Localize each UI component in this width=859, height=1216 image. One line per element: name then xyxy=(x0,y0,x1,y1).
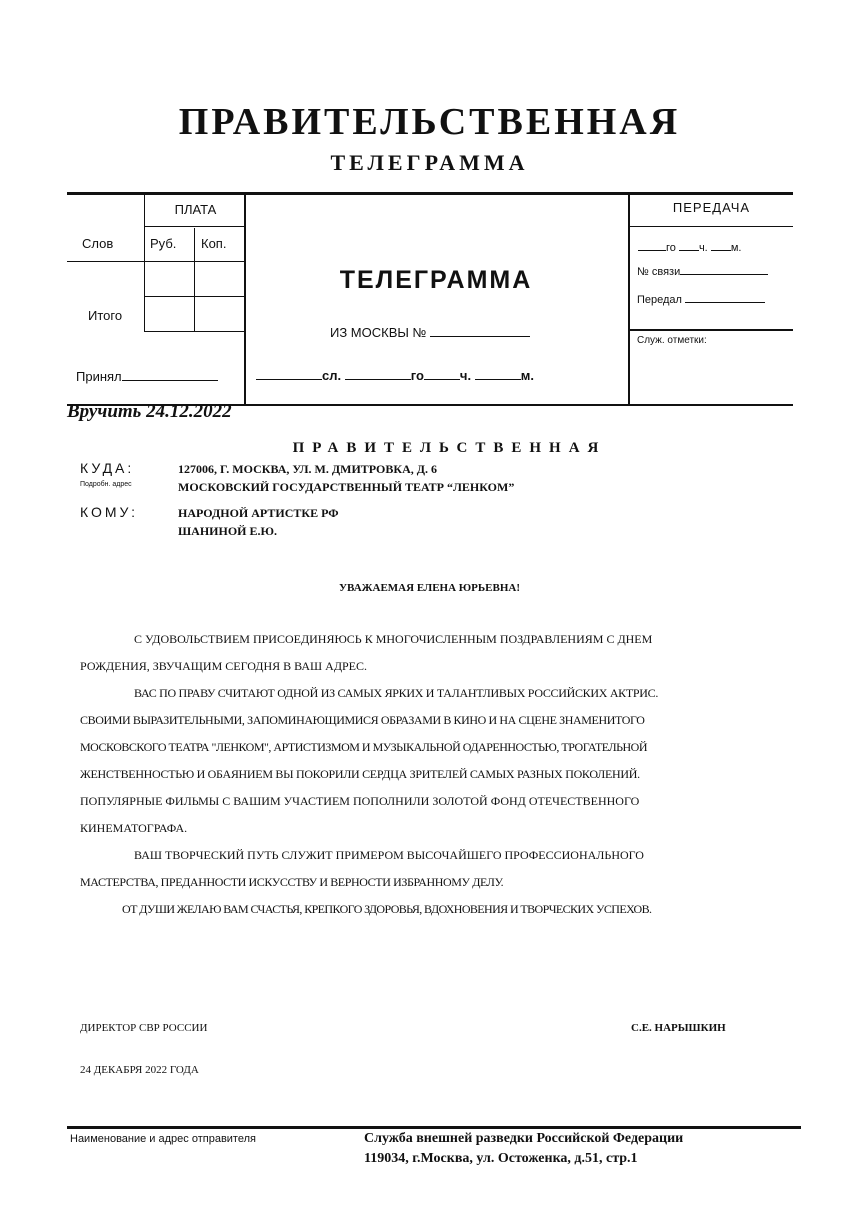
sender-label: Наименование и адрес отправителя xyxy=(70,1133,256,1145)
iz-moskvy-label: ИЗ МОСКВЫ № xyxy=(330,325,427,340)
blank-line xyxy=(122,368,218,381)
prinyal-field xyxy=(76,368,218,384)
itogo-label: Итого xyxy=(88,308,123,323)
letter-line: СВОИМИ ВЫРАЗИТЕЛЬНЫМИ, ЗАПОМИНАЮЩИМИСЯ ОБРАЗАМИ В КИНО И НА СЦЕНЕ ЗНАМЕНИТОГО xyxy=(80,713,645,727)
letter-line: ОТ ДУШИ ЖЕЛАЮ ВАМ СЧАСТЬЯ, КРЕПКОГО ЗДОРОВЬЯ, ВДОХНОВЕНИЯ И ТВОРЧЕСКИХ УСПЕХОВ. xyxy=(122,902,652,916)
peredal-label: Передал xyxy=(637,294,682,306)
signature-position: ДИРЕКТОР СВР РОССИИ xyxy=(80,1022,208,1034)
blank-line xyxy=(345,367,411,380)
letter-line: КИНЕМАТОГРАФА. xyxy=(80,821,188,835)
slov-label: Слов xyxy=(82,236,114,251)
blank-line xyxy=(679,238,699,251)
letter-line: ПОПУЛЯРНЫЕ ФИЛЬМЫ С ВАШИМ УЧАСТИЕМ ПОПОЛНИЛИ ЗОЛОТОЙ ФОНД ОТЕЧЕСТВЕННОГО xyxy=(80,794,640,808)
blank-line xyxy=(475,367,521,380)
plata-label: ПЛАТА xyxy=(174,202,217,217)
divider xyxy=(628,329,793,331)
blank-line xyxy=(424,367,460,380)
iz-moskvy-field xyxy=(330,324,530,340)
sl-label: сл. xyxy=(322,368,342,383)
recipient-line-2: ШАНИНОЙ Е.Ю. xyxy=(178,524,278,538)
peredacha-label: ПЕРЕДАЧА xyxy=(672,200,751,215)
blank-line xyxy=(711,238,731,251)
blank-line xyxy=(256,367,322,380)
kuda-label: КУДА: xyxy=(80,460,135,476)
peredal-field xyxy=(637,290,765,306)
telegram-center-title: ТЕЛЕГРАММА xyxy=(339,266,533,294)
letter-line: С УДОВОЛЬСТВИЕМ ПРИСОЕДИНЯЮСЬ К МНОГОЧИСЛЕННЫМ ПОЗДРАВЛЕНИЯМ С ДНЕМ xyxy=(134,632,653,646)
blank-line xyxy=(685,290,765,303)
address-line-2: МОСКОВСКИЙ ГОСУДАРСТВЕННЫЙ ТЕАТР “ЛЕНКОМ” xyxy=(178,480,515,494)
peredacha-go-label: го xyxy=(666,242,676,254)
divider xyxy=(67,261,245,262)
letter-line: ВАС ПО ПРАВУ СЧИТАЮТ ОДНОЙ ИЗ САМЫХ ЯРКИХ И ТАЛАНТЛИВЫХ РОССИЙСКИХ АКТРИС. xyxy=(134,686,659,700)
document-title: ПРАВИТЕЛЬСТВЕННАЯ xyxy=(178,101,681,143)
svyazi-field xyxy=(637,262,768,278)
divider xyxy=(628,226,793,227)
sender-line-1: Служба внешней разведки Российской Федерации xyxy=(364,1131,684,1146)
letter-line: МОСКОВСКОГО ТЕАТРА "ЛЕНКОМ", АРТИСТИЗМОМ И МУЗЫКАЛЬНОЙ ОДАРЕННОСТЬЮ, ТРОГАТЕЛЬНОЙ xyxy=(80,740,647,754)
svyazi-label: № связи xyxy=(637,266,681,278)
ch-label: ч. xyxy=(459,368,472,383)
peredacha-time-field xyxy=(638,238,741,254)
signature-name: С.Е. НАРЫШКИН xyxy=(631,1022,726,1034)
form-top-border xyxy=(67,192,793,195)
sluzh-label: Служ. отметки: xyxy=(637,335,707,346)
divider xyxy=(144,226,245,227)
blank-line xyxy=(430,324,530,337)
prinyal-label: Принял xyxy=(76,369,122,384)
rub-label: Руб. xyxy=(150,236,177,251)
peredacha-ch-label: ч. xyxy=(698,242,708,254)
kop-label: Коп. xyxy=(201,236,227,251)
sender-block xyxy=(364,1129,683,1169)
go-label: го xyxy=(410,368,424,383)
signature-date: 24 ДЕКАБРЯ 2022 ГОДА xyxy=(80,1064,199,1076)
blank-line xyxy=(680,262,768,275)
peredacha-m-label: м. xyxy=(730,242,742,254)
address-line-1: 127006, Г. МОСКВА, УЛ. М. ДМИТРОВКА, Д. 6 xyxy=(178,462,438,476)
divider xyxy=(144,296,245,297)
podrobn-label: Подробн. адрес xyxy=(80,481,132,488)
sender-line-2: 119034, г.Москва, ул. Остоженка, д.51, стр.1 xyxy=(364,1151,638,1166)
greeting: УВАЖАЕМАЯ ЕЛЕНА ЮРЬЕВНА! xyxy=(338,582,521,594)
letter-line: МАСТЕРСТВА, ПРЕДАННОСТИ ИСКУССТВУ И ВЕРНОСТИ ИЗБРАННОМУ ДЕЛУ. xyxy=(80,875,504,889)
delivery-date: Вручить 24.12.2022 xyxy=(67,401,232,422)
document-subtitle: ТЕЛЕГРАММА xyxy=(330,150,529,175)
komu-label: КОМУ: xyxy=(80,504,139,520)
government-label: ПРАВИТЕЛЬСТВЕННАЯ xyxy=(292,440,607,456)
letter-line: РОЖДЕНИЯ, ЗВУЧАЩИМ СЕГОДНЯ В ВАШ АДРЕС. xyxy=(80,659,368,673)
divider xyxy=(144,194,145,332)
letter-line: ЖЕНСТВЕННОСТЬЮ И ОБАЯНИЕМ ВЫ ПОКОРИЛИ СЕРДЦА ЗРИТЕЛЕЙ САМЫХ РАЗНЫХ ПОКОЛЕНИЙ. xyxy=(80,767,640,781)
divider xyxy=(144,331,245,332)
divider xyxy=(194,228,195,332)
recipient-line-1: НАРОДНОЙ АРТИСТКЕ РФ xyxy=(178,506,339,520)
transmission-line xyxy=(256,367,534,383)
m-label: м. xyxy=(520,368,534,383)
letter-line: ВАШ ТВОРЧЕСКИЙ ПУТЬ СЛУЖИТ ПРИМЕРОМ ВЫСОЧАЙШЕГО ПРОФЕССИОНАЛЬНОГО xyxy=(134,848,644,862)
blank-line xyxy=(638,238,666,251)
